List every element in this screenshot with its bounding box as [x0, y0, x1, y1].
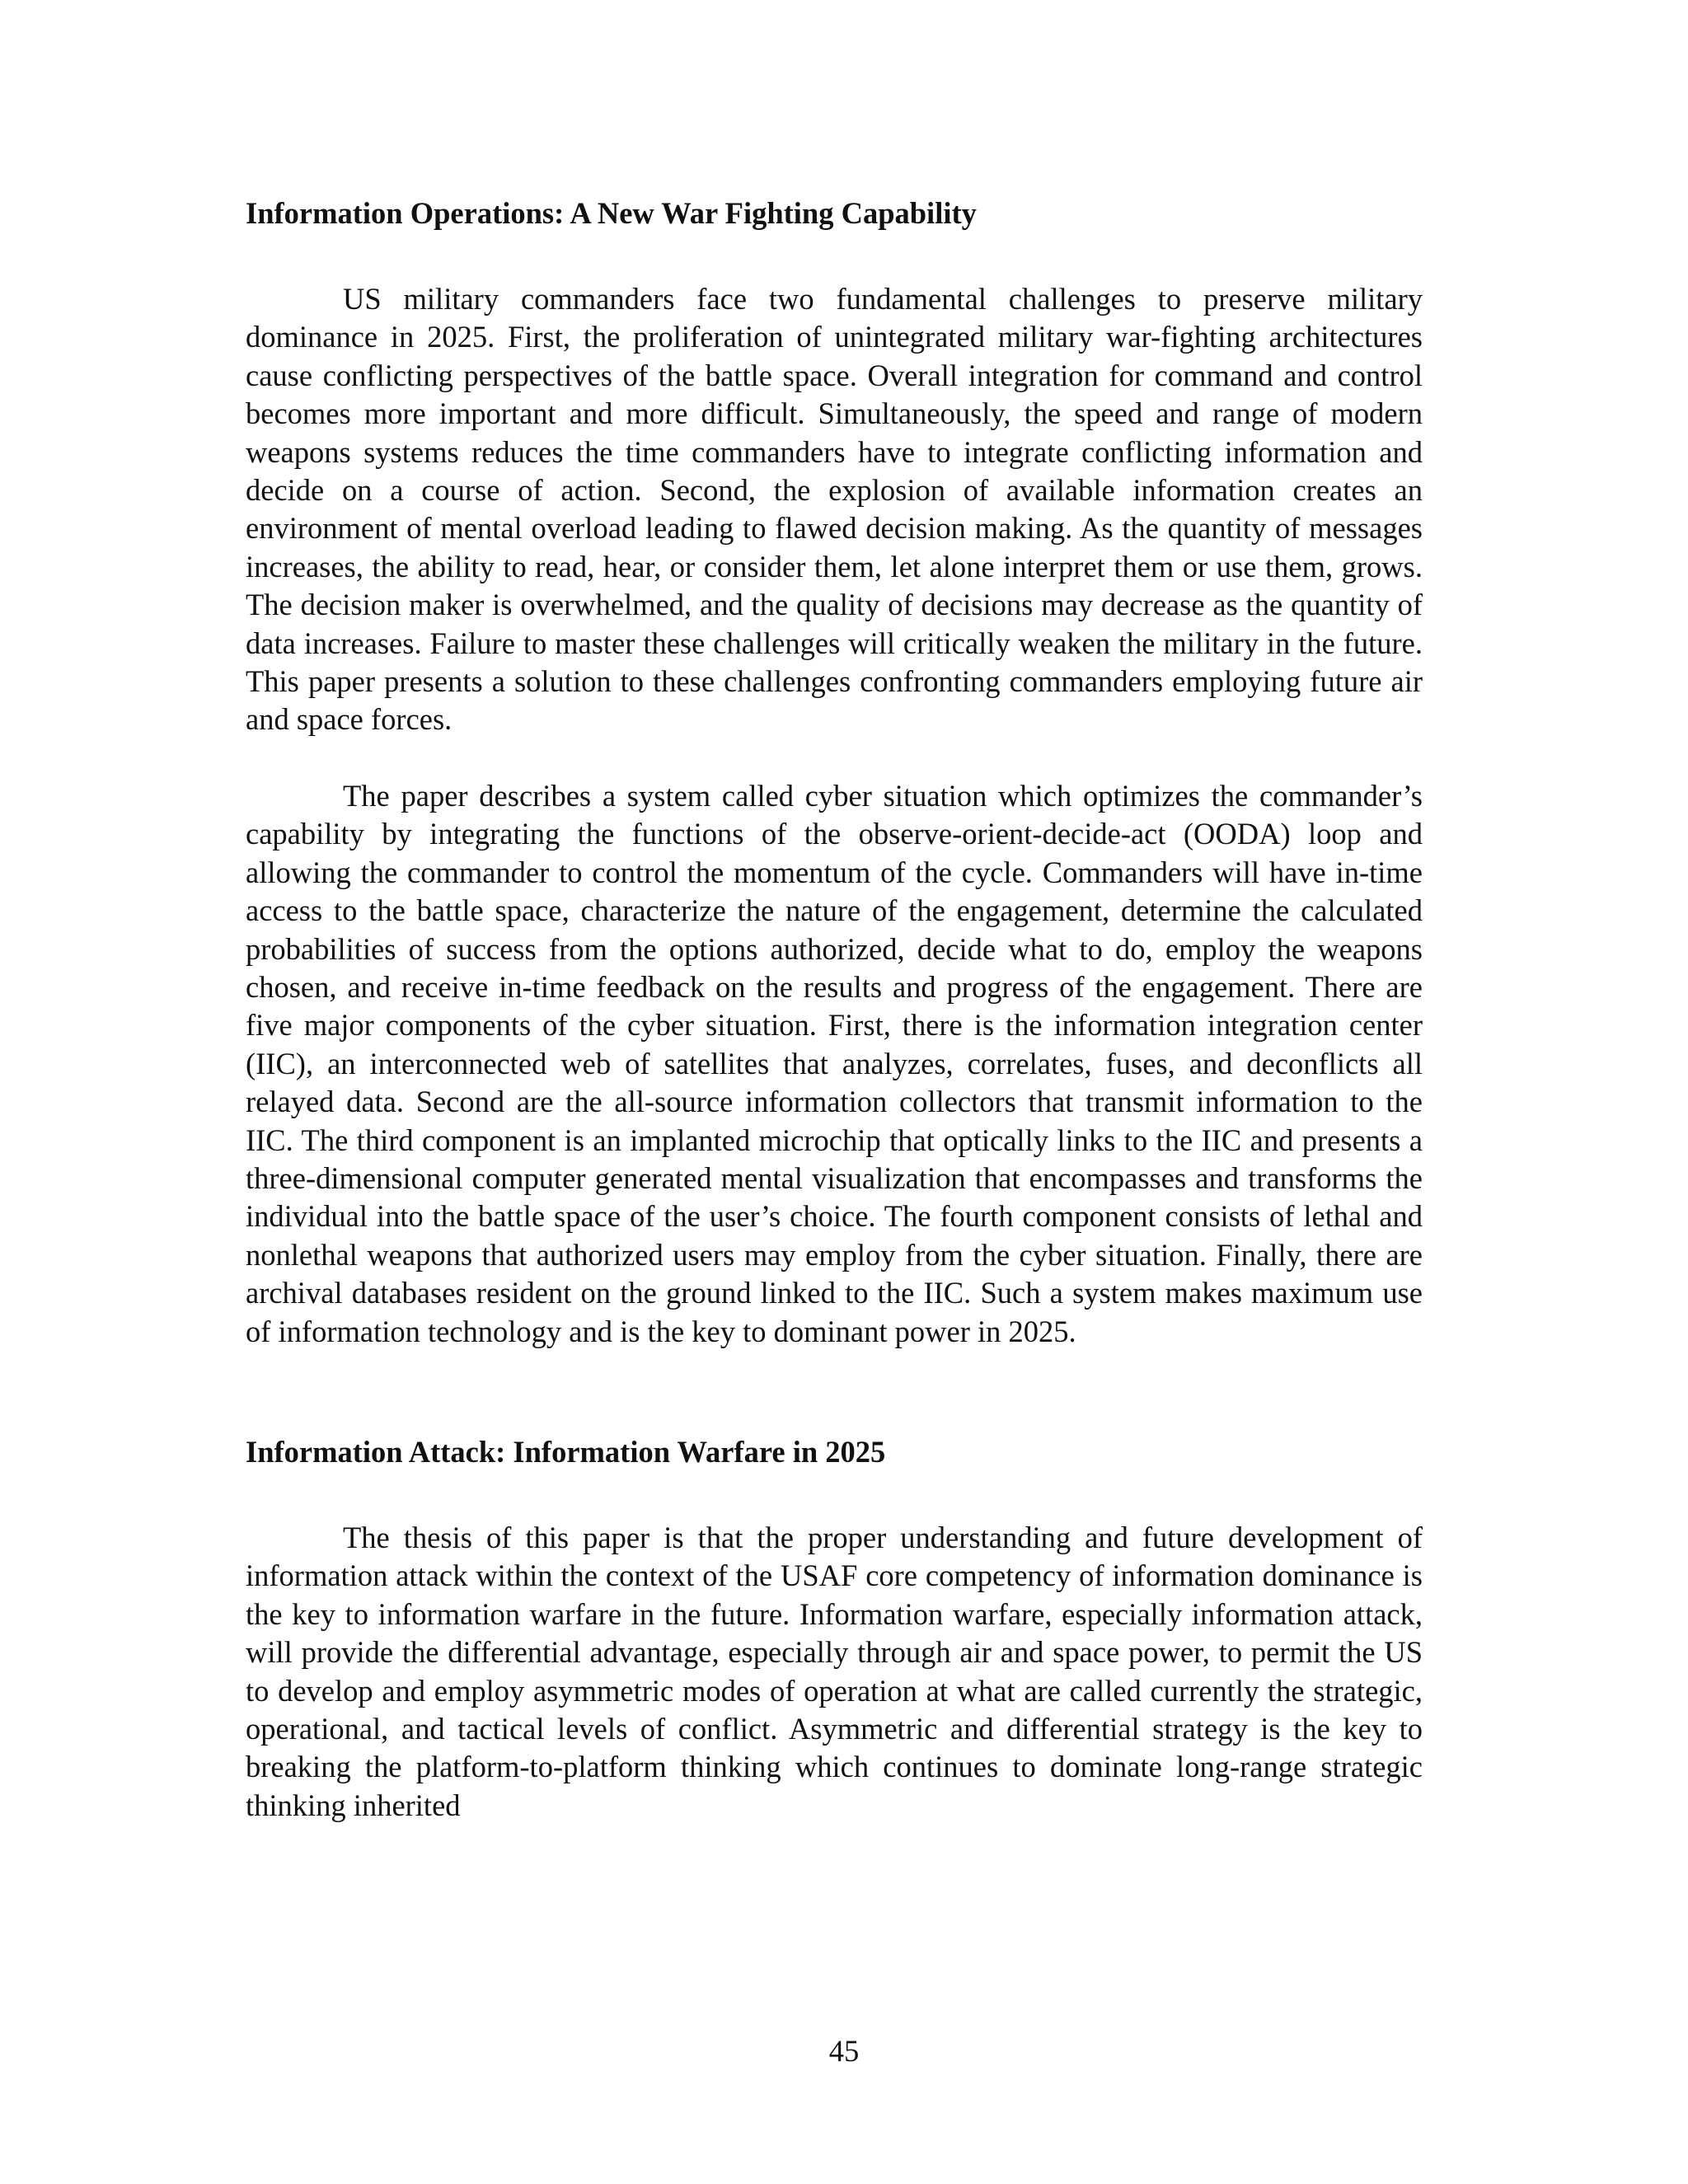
paragraph-challenges: US military commanders face two fundamental challenges to preserve military dominance in 2025. First, the proliferation of unintegrated military war-fighting architectures cause conflicting perspectives of the battle space. Overall integration for command and control becomes more important and more difficult. Simultaneously, the speed and range of modern weapons systems reduces the time commanders have to integrate conflicting information and decide on a course of action. Second, the explosion of available information creates an environment of mental overload leading to flawed decision making. As the quantity of messages increases, the ability to read, hear, or consider them, let alone interpret them or use them, grows. The decision maker is overwhelmed, and the quality of decisions may decrease as the quantity of data increases. Failure to master these challenges will critically weaken the military in the future. This paper presents a solution to these challenges confronting commanders employing future air and space forces.: [246, 282, 1423, 737]
page-content: [246, 194, 1423, 1825]
paragraph-cyber-situation: The paper describes a system called cyber situation which optimizes the commander’s capability by integrating the functions of the observe-orient-decide-act (OODA) loop and allowing the commander to control the momentum of the cycle. Commanders will have in-time access to the battle space, characterize the nature of the engagement, determine the calculated probabilities of success from the options authorized, decide what to do, employ the weapons chosen, and receive in-time feedback on the results and progress of the engagement. There are five major components of the cyber situation. First, there is the information integration center (IIC), an interconnected web of satellites that analyzes, correlates, fuses, and deconflicts all relayed data. Second are the all-source information collectors that transmit information to the IIC. The third component is an implanted microchip that optically links to the IIC and presents a three-dimensional computer generated mental visualization that encompasses and transforms the individual into the battle space of the user’s choice. The fourth component consists of lethal and nonlethal weapons that authorized users may employ from the cyber situation. Finally, there are archival databases resident on the ground linked to the IIC. Such a system makes maximum use of information technology and is the key to dominant power in 2025.: [246, 778, 1423, 1348]
paragraph-thesis: The thesis of this paper is that the proper understanding and future development of information attack within the context of the USAF core competency of information dominance is the key to information warfare in the future. Information warfare, especially information attack, will provide the differential advantage, especially through air and space power, to permit the US to develop and employ asymmetric modes of operation at what are called currently the strategic, operational, and tactical levels of conflict. Asymmetric and differential strategy is the key to breaking the platform-to-platform thinking which continues to dominate long-range strategic thinking inherited: [246, 1520, 1423, 1822]
section-heading-information-operations: Information Operations: A New War Fighting Capability: [246, 196, 977, 230]
page-number: 45: [828, 2034, 860, 2068]
section-heading-information-attack: Information Attack: Information Warfare in 2025: [246, 1434, 886, 1469]
